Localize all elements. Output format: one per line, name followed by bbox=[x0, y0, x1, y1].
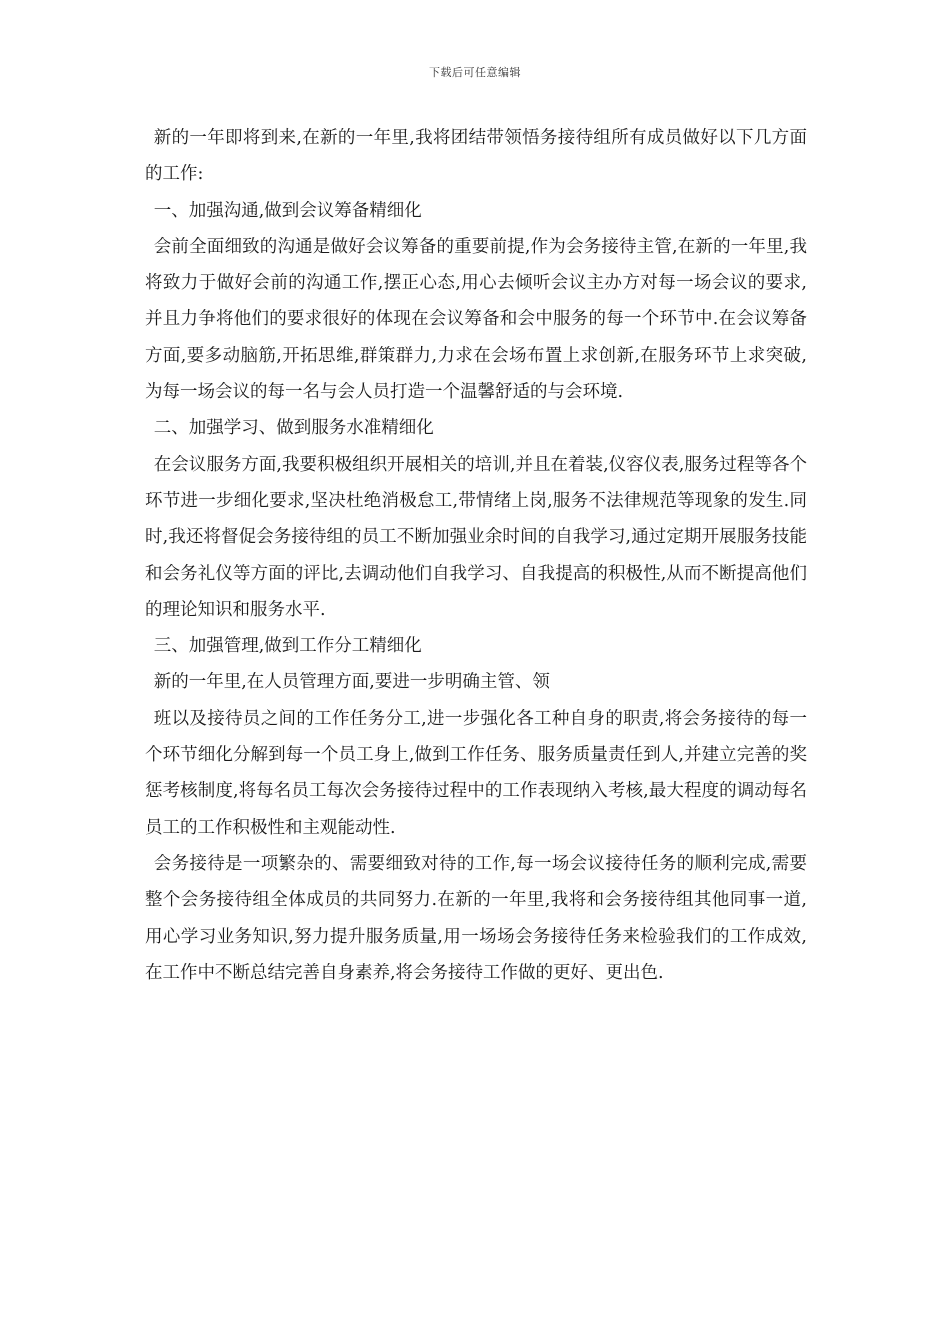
section-3-paragraph-a: 新的一年里,在人员管理方面,要进一步明确主管、领 bbox=[153, 672, 550, 693]
intro-paragraph: 新的一年即将到来,在新的一年里,我将团结带领悟务接待组所有成员做好以下几方面的工作: bbox=[145, 128, 807, 185]
closing-paragraph: 会务接待是一项繁杂的、需要细致对待的工作,每一场会议接待任务的顺利完成,需要整个会务接待组全体成员的共同努力.在新的一年里,我将和会务接待组其他同事一道,用心学习业务知识,努力提升服务质量,用一场场会务接待任务来检验我们的工作成效,在工作中不断总结完善自身素养,将会务接待工作做的更好、更出色. bbox=[145, 853, 807, 983]
section-heading-3: 三、加强管理,做到工作分工精细化 bbox=[153, 636, 422, 657]
section-heading-1: 一、加强沟通,做到会议筹备精细化 bbox=[153, 200, 422, 221]
section-3-paragraph-b: 班以及接待员之间的工作任务分工,进一步强化各工种自身的职责,将会务接待的每一个环节细化分解到每一个员工身上,做到工作任务、服务质量责任到人,并建立完善的奖惩考核制度,将每名员工每次会务接待过程中的工作表现纳入考核,最大程度的调动每名员工的工作积极性和主观能动性. bbox=[145, 708, 807, 838]
page-header: 下载后可任意编辑 bbox=[429, 66, 521, 79]
section-2-paragraph: 在会议服务方面,我要积极组织开展相关的培训,并且在着装,仪容仪表,服务过程等各个环节进一步细化要求,坚决杜绝消极怠工,带情绪上岗,服务不法律规范等现象的发生.同时,我还将督促会务接待组的员工不断加强业余时间的自我学习,通过定期开展服务技能和会务礼仪等方面的评比,去调动他们自我学习、自我提高的积极性,从而不断提高他们的理论知识和服务水平. bbox=[145, 454, 807, 620]
section-1-paragraph: 会前全面细致的沟通是做好会议筹备的重要前提,作为会务接待主管,在新的一年里,我将致力于做好会前的沟通工作,摆正心态,用心去倾听会议主办方对每一场会议的要求,并且力争将他们的要求很好的体现在会议筹备和会中服务的每一个环节中.在会议筹备方面,要多动脑筋,开拓思维,群策群力,力求在会场布置上求创新,在服务环节上求突破,为每一场会议的每一名与会人员打造一个温馨舒适的与会环境. bbox=[145, 236, 807, 403]
section-heading-2: 二、加强学习、做到服务水准精细化 bbox=[153, 418, 434, 439]
document-body bbox=[145, 120, 807, 991]
